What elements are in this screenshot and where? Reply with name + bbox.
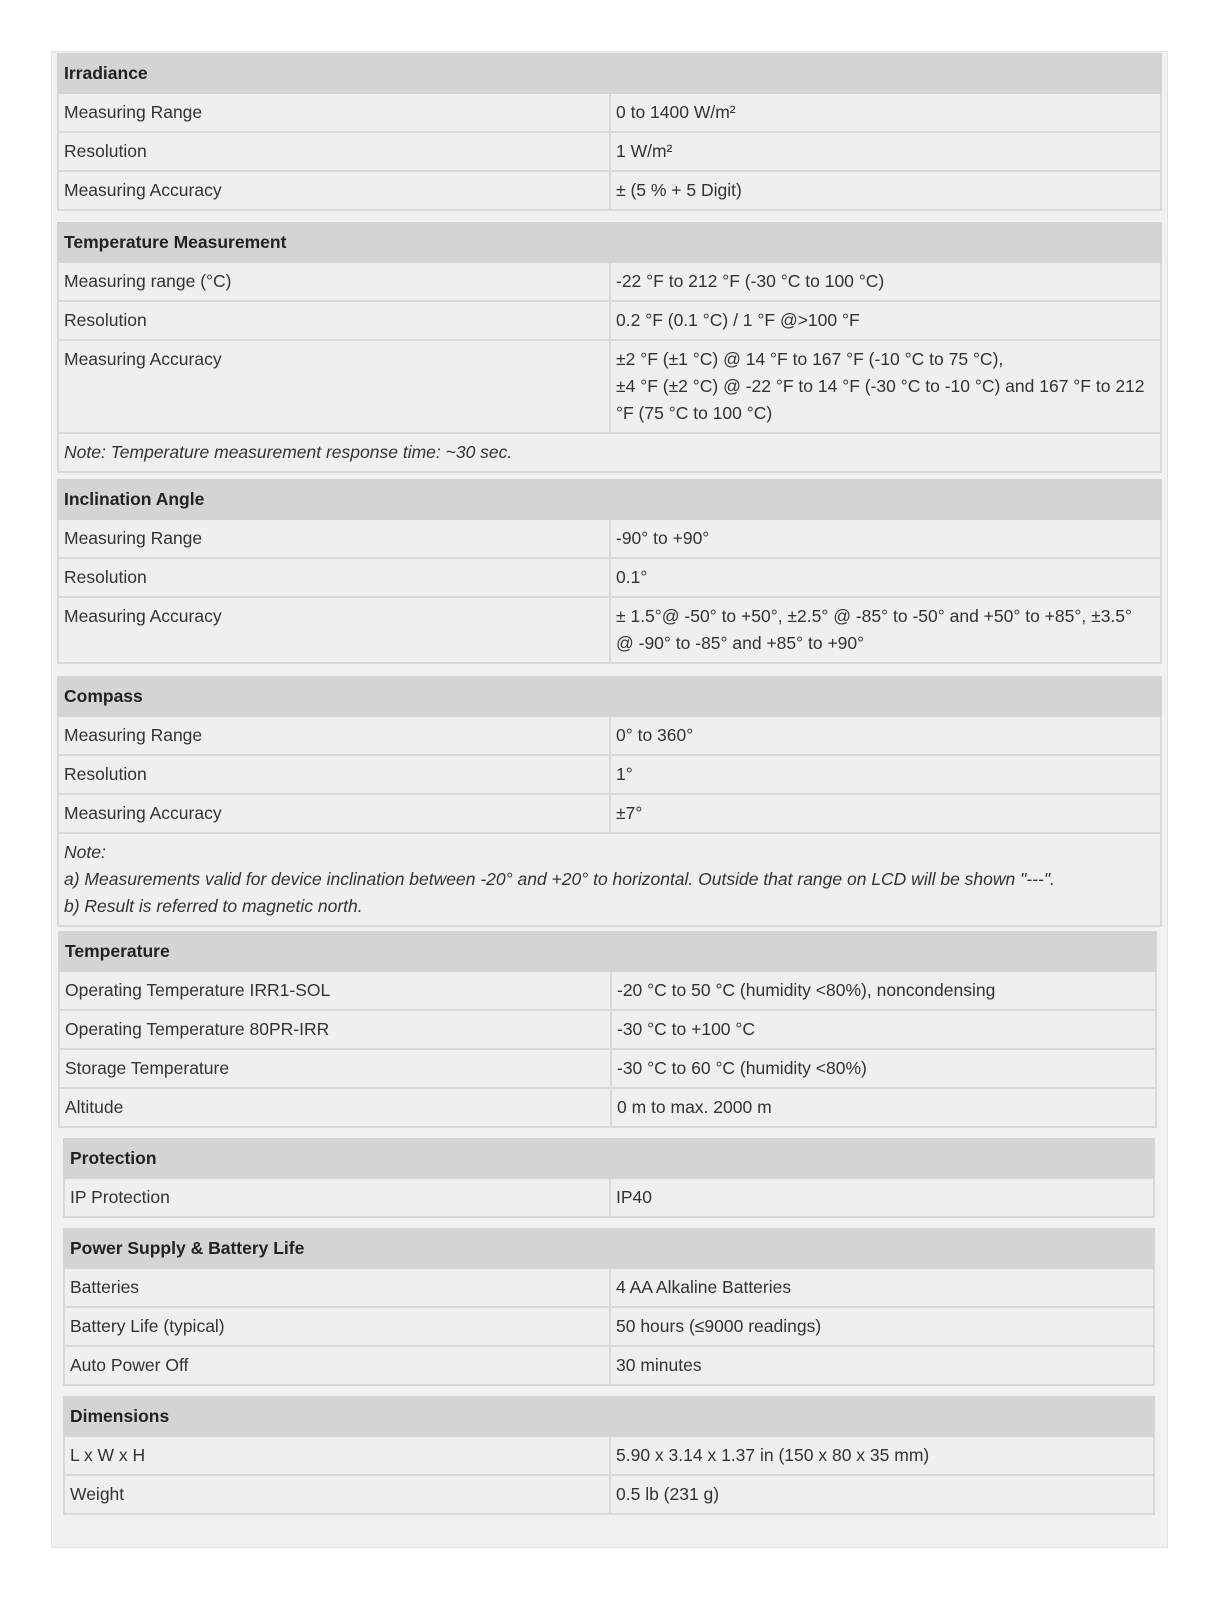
spec-label: Resolution [58,132,610,171]
table-row [58,93,1161,132]
spec-value: -90° to +90° [610,519,1161,558]
section-title-temperature: Temperature [59,932,1156,971]
spec-value-line: @ -90° to -85° and +85° to +90° [616,633,865,653]
spec-value: 50 hours (≤9000 readings) [610,1307,1154,1346]
spec-value: 0° to 360° [610,716,1161,755]
section-title-protection: Protection [64,1139,1154,1178]
section-title-compass: Compass [58,677,1161,716]
table-row [58,171,1161,210]
table-row [58,597,1161,663]
spec-value: 0.5 lb (231 g) [610,1475,1154,1514]
spec-label: Measuring Accuracy [58,171,610,210]
spec-label: Operating Temperature IRR1-SOL [59,971,611,1010]
spec-label: Resolution [58,301,610,340]
spec-label: Measuring Accuracy [58,597,610,663]
spec-label: Weight [64,1475,610,1514]
spec-value: ± (5 % + 5 Digit) [610,171,1161,210]
table-row [59,1049,1156,1088]
table-row [58,794,1161,833]
table-row [58,301,1161,340]
table-row [59,1088,1156,1127]
spec-label: Measuring Range [58,716,610,755]
spec-value: ±7° [610,794,1161,833]
spec-label: Measuring Accuracy [58,794,610,833]
table-row [58,340,1161,433]
spec-value: 5.90 x 3.14 x 1.37 in (150 x 80 x 35 mm) [610,1436,1154,1475]
spec-label: Measuring Range [58,93,610,132]
spec-value: 30 minutes [610,1346,1154,1385]
section-title-dimensions: Dimensions [64,1397,1154,1436]
inclination-angle-table [57,479,1162,664]
spec-value: 0.2 °F (0.1 °C) / 1 °F @>100 °F [610,301,1161,340]
table-row [64,1268,1154,1307]
spec-value [610,340,1161,433]
spec-label: Auto Power Off [64,1346,610,1385]
table-row [58,755,1161,794]
temperature-table [58,931,1157,1128]
spec-label: IP Protection [64,1178,610,1217]
spec-label: Measuring range (°C) [58,262,610,301]
spec-label: Battery Life (typical) [64,1307,610,1346]
spec-label: Operating Temperature 80PR-IRR [59,1010,611,1049]
spec-value: -30 °C to +100 °C [611,1010,1156,1049]
spec-value-line: ±4 °F (±2 °C) @ -22 °F to 14 °F (-30 °C to -10 °C) and 167 °F to 212 [616,376,1145,396]
note-row [58,833,1161,926]
compass-table [57,676,1162,927]
note-line: Note: [64,842,106,862]
spec-label: Measuring Accuracy [58,340,610,433]
protection-table [63,1138,1155,1218]
table-row [59,971,1156,1010]
table-row [64,1307,1154,1346]
spec-label: Batteries [64,1268,610,1307]
table-row [64,1346,1154,1385]
table-row [64,1178,1154,1217]
spec-value: -22 °F to 212 °F (-30 °C to 100 °C) [610,262,1161,301]
note-line: a) Measurements valid for device inclination between -20° and +20° to horizontal. Outside that range on LCD will be shown "---". [64,869,1055,889]
table-row [64,1436,1154,1475]
spec-value-line: ± 1.5°@ -50° to +50°, ±2.5° @ -85° to -50° and +50° to +85°, ±3.5° [616,606,1133,626]
section-title-irradiance: Irradiance [58,54,1161,93]
spec-value: 4 AA Alkaline Batteries [610,1268,1154,1307]
table-row [64,1475,1154,1514]
spec-value: 0 m to max. 2000 m [611,1088,1156,1127]
temperature-measurement-table [57,222,1162,473]
spec-value: 0 to 1400 W/m² [610,93,1161,132]
table-row [58,558,1161,597]
note-text [58,833,1161,926]
irradiance-table [57,53,1162,211]
table-row [58,716,1161,755]
spec-label: L x W x H [64,1436,610,1475]
spec-value: 1° [610,755,1161,794]
note-line: b) Result is referred to magnetic north. [64,896,363,916]
spec-label: Altitude [59,1088,611,1127]
section-title-inclination-angle: Inclination Angle [58,480,1161,519]
spec-label: Resolution [58,558,610,597]
spec-value [610,597,1161,663]
spec-label: Resolution [58,755,610,794]
section-title-temperature-measurement: Temperature Measurement [58,223,1161,262]
table-row [59,1010,1156,1049]
spec-value: 1 W/m² [610,132,1161,171]
note-text: Note: Temperature measurement response time: ~30 sec. [58,433,1161,472]
spec-value-line: ±2 °F (±1 °C) @ 14 °F to 167 °F (-10 °C to 75 °C), [616,349,1004,369]
table-row [58,132,1161,171]
power-supply-table [63,1228,1155,1386]
spec-value: 0.1° [610,558,1161,597]
spec-value-line: °F (75 °C to 100 °C) [616,403,773,423]
note-row [58,433,1161,472]
table-row [58,519,1161,558]
dimensions-table [63,1396,1155,1515]
spec-label: Measuring Range [58,519,610,558]
spec-value: IP40 [610,1178,1154,1217]
section-title-power-supply: Power Supply & Battery Life [64,1229,1154,1268]
spec-label: Storage Temperature [59,1049,611,1088]
table-row [58,262,1161,301]
spec-value: -30 °C to 60 °C (humidity <80%) [611,1049,1156,1088]
spec-value: -20 °C to 50 °C (humidity <80%), noncondensing [611,971,1156,1010]
